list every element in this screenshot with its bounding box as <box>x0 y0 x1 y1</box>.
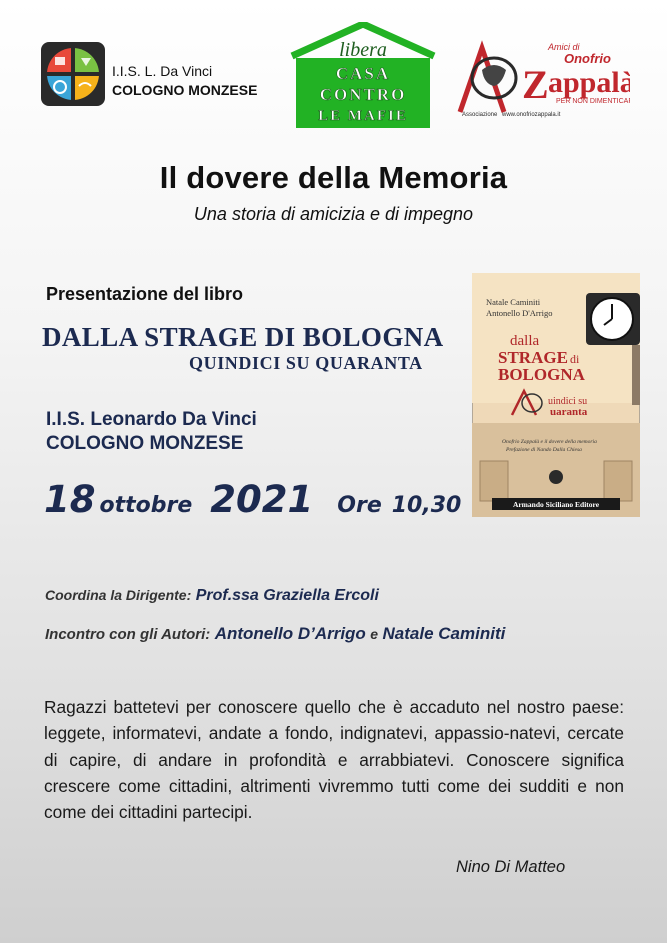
onofrio-url: www.onofriozappala.it <box>502 112 561 118</box>
event-time: 10,30 <box>391 493 462 518</box>
onofrio-initial: Z <box>522 62 549 107</box>
school-name-line2: COLOGNO MONZESE <box>112 82 258 98</box>
cover-author2: Antonello D'Arrigo <box>486 308 553 318</box>
date-day: 18 <box>44 478 96 521</box>
libera-line3: LE MAFIE <box>318 108 408 124</box>
libera-logo <box>288 22 438 130</box>
school-logo <box>41 42 105 106</box>
venue <box>46 408 257 456</box>
date-year: 2021 <box>210 478 314 521</box>
venue-line2: COLOGNO MONZESE <box>46 433 244 454</box>
authors-conjunction: e <box>370 626 379 642</box>
onofrio-last-name: appalà <box>548 66 630 99</box>
cover-subtitle-a: uindici su <box>548 396 588 407</box>
coordinator <box>45 587 379 605</box>
presentazione-heading: Presentazione del libro <box>46 284 244 304</box>
cover-publisher: Armando Siciliano Editore <box>512 500 600 509</box>
book-title-line1: DALLA STRAGE DI BOLOGNA <box>42 322 444 352</box>
page-subtitle: Una storia di amicizia e di impegno <box>193 204 474 224</box>
cover-note2: Prefazione di Nando Dalla Chiesa <box>506 447 582 453</box>
onofrio-assoc: Associazione <box>462 112 498 118</box>
authors-label: Incontro con gli Autori: <box>45 626 211 643</box>
onofrio-first-name: Onofrio <box>564 51 611 66</box>
cover-note1: Onofrio Zappalà e il dovere della memoria <box>502 439 597 445</box>
time-label: Ore <box>337 493 382 518</box>
cover-subtitle-b: uaranta <box>550 406 588 418</box>
onofrio-amici: Amici di <box>548 42 580 52</box>
date-month: ottobre <box>99 493 193 518</box>
onofrio-logo <box>452 40 630 120</box>
coordinator-name: Prof.ssa Graziella Ercoli <box>195 587 379 604</box>
quote-author: Nino Di Matteo <box>456 858 566 876</box>
venue-line1: I.I.S. Leonardo Da Vinci <box>46 409 257 430</box>
page-title: Il dovere della Memoria <box>159 160 508 195</box>
libera-line2: CONTRO <box>319 85 407 104</box>
cover-title-bologna: BOLOGNA <box>498 365 585 384</box>
cover-title-dalla: dalla <box>510 333 540 349</box>
authors-meeting <box>45 624 505 644</box>
libera-line1: CASA <box>335 64 391 83</box>
author-1: Antonello D’Arrigo <box>214 624 366 643</box>
cover-author1: Natale Caminiti <box>486 297 541 307</box>
school-name-line1: I.I.S. L. Da Vinci <box>112 63 213 79</box>
libera-word: libera <box>339 39 387 61</box>
onofrio-tagline: PER NON DIMENTICARE <box>556 98 630 105</box>
quote-text: Ragazzi battetevi per conoscere quello che è accaduto nel nostro paese: leggete, informatevi, andate a fondo, indignatevi, appassio-natevi, cercate di capire, di andare in profondità e arrabbiatevi. Conoscere significa crescere come cittadini, altrimenti vivremmo tutti come dei sudditi e non come dei cittadini partecipi. <box>44 697 624 823</box>
book-cover <box>472 273 640 517</box>
event-date <box>44 478 461 521</box>
cover-title-di: di <box>570 352 580 366</box>
book-title-line2: QUINDICI SU QUARANTA <box>189 353 423 373</box>
coordinator-label: Coordina la Dirigente: <box>45 587 192 603</box>
school-name <box>112 62 257 100</box>
cover-title-strage: STRAGE <box>498 348 568 367</box>
author-2: Natale Caminiti <box>382 624 506 643</box>
